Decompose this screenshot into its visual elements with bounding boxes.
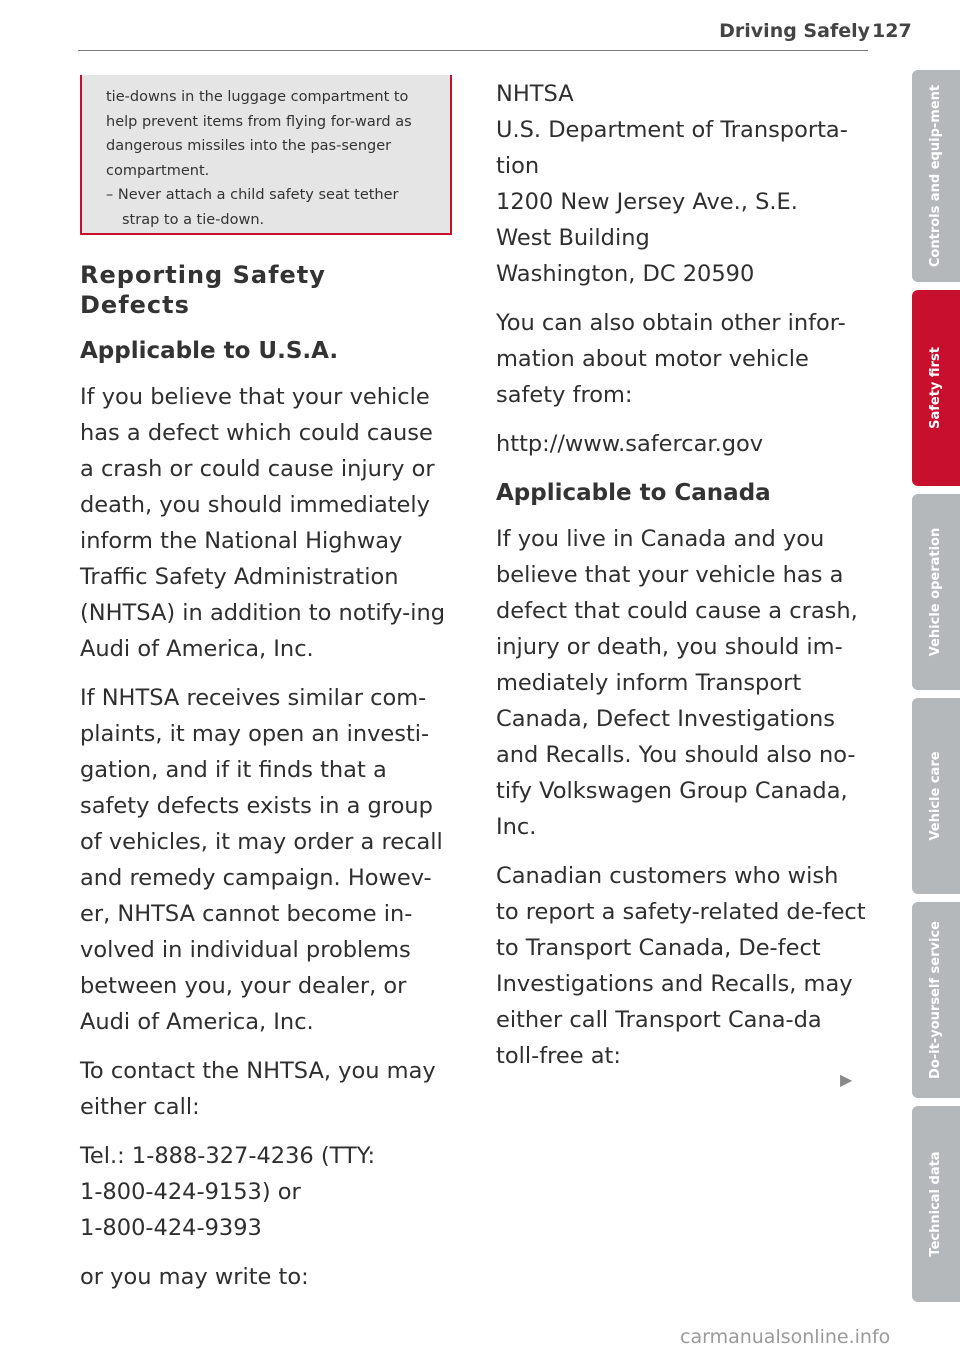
warning-box (80, 75, 452, 235)
address-block: NHTSA U.S. Department of Transporta- tion 1200 New Jersey Ave., S.E. West Building Washington, DC 20590 (496, 81, 848, 287)
usa-paragraph-1: If you believe that your vehicle has a defect which could cause a crash or could cause injury or death, you should immediately inform the National Highway Traffic Safety Administration (NHTSA) in addition to notify-ing Audi of America, Inc. (80, 384, 446, 662)
canada-heading: Applicable to Canada (496, 480, 771, 506)
tab-vehicle-care[interactable]: Vehicle care (912, 698, 960, 894)
running-header-title: Driving Safely (719, 20, 870, 42)
usa-heading: Applicable to U.S.A. (80, 338, 339, 364)
tab-safety-first[interactable]: Safety first (912, 290, 960, 486)
tab-vehicle-operation[interactable]: Vehicle operation (912, 494, 960, 690)
tab-controls-and-equipment[interactable]: Controls and equip-ment (912, 70, 960, 282)
page-number: 127 (872, 20, 912, 42)
header-rule (78, 50, 868, 51)
canada-paragraph-2: Canadian customers who wish to report a safety-related de-fect to Transport Canada, De-fect Investigations and Recalls, may either call Transport Cana-da toll-free at: (496, 863, 866, 1069)
section-heading: Reporting Safety Defects (80, 261, 326, 319)
right-column (496, 76, 868, 1087)
usa-paragraph-4: or you may write to: (80, 1264, 309, 1290)
usa-paragraph-3: To contact the NHTSA, you may either call: (80, 1058, 436, 1120)
left-column (80, 252, 452, 1308)
continue-triangle-icon: ▶ (840, 1070, 853, 1089)
warning-text: tie-downs in the luggage compartment to help prevent items from flying for-ward as dangerous missiles into the pas-senger compartment. (106, 89, 412, 179)
canada-paragraph-1: If you live in Canada and you believe that your vehicle has a defect that could cause a crash, injury or death, you should im-mediately inform Transport Canada, Defect Investigations and Recalls. You should also no-tify Volkswagen Group Canada, Inc. (496, 526, 858, 840)
warning-bullet: – Never attach a child safety seat tether strap to a tie-down. (106, 187, 399, 228)
watermark: carmanualsonline.info (680, 1326, 891, 1348)
tab-do-it-yourself-service[interactable]: Do-it-yourself service (912, 902, 960, 1098)
safercar-link[interactable]: http://www.safercar.gov (496, 431, 764, 457)
usa-paragraph-2: If NHTSA receives similar com-plaints, it may open an investi-gation, and if it finds that a safety defects exists in a group of vehicles, it may order a recall and remedy campaign. Howev-er, NHTSA cannot become in-volved in individual problems between you, your dealer, or Audi of America, Inc. (80, 685, 443, 1035)
info-paragraph: You can also obtain other infor-mation about motor vehicle safety from: (496, 310, 846, 408)
tab-technical-data[interactable]: Technical data (912, 1106, 960, 1302)
telephone-block: Tel.: 1-888-327-4236 (TTY: 1-800-424-9153) or 1-800-424-9393 (80, 1143, 376, 1241)
